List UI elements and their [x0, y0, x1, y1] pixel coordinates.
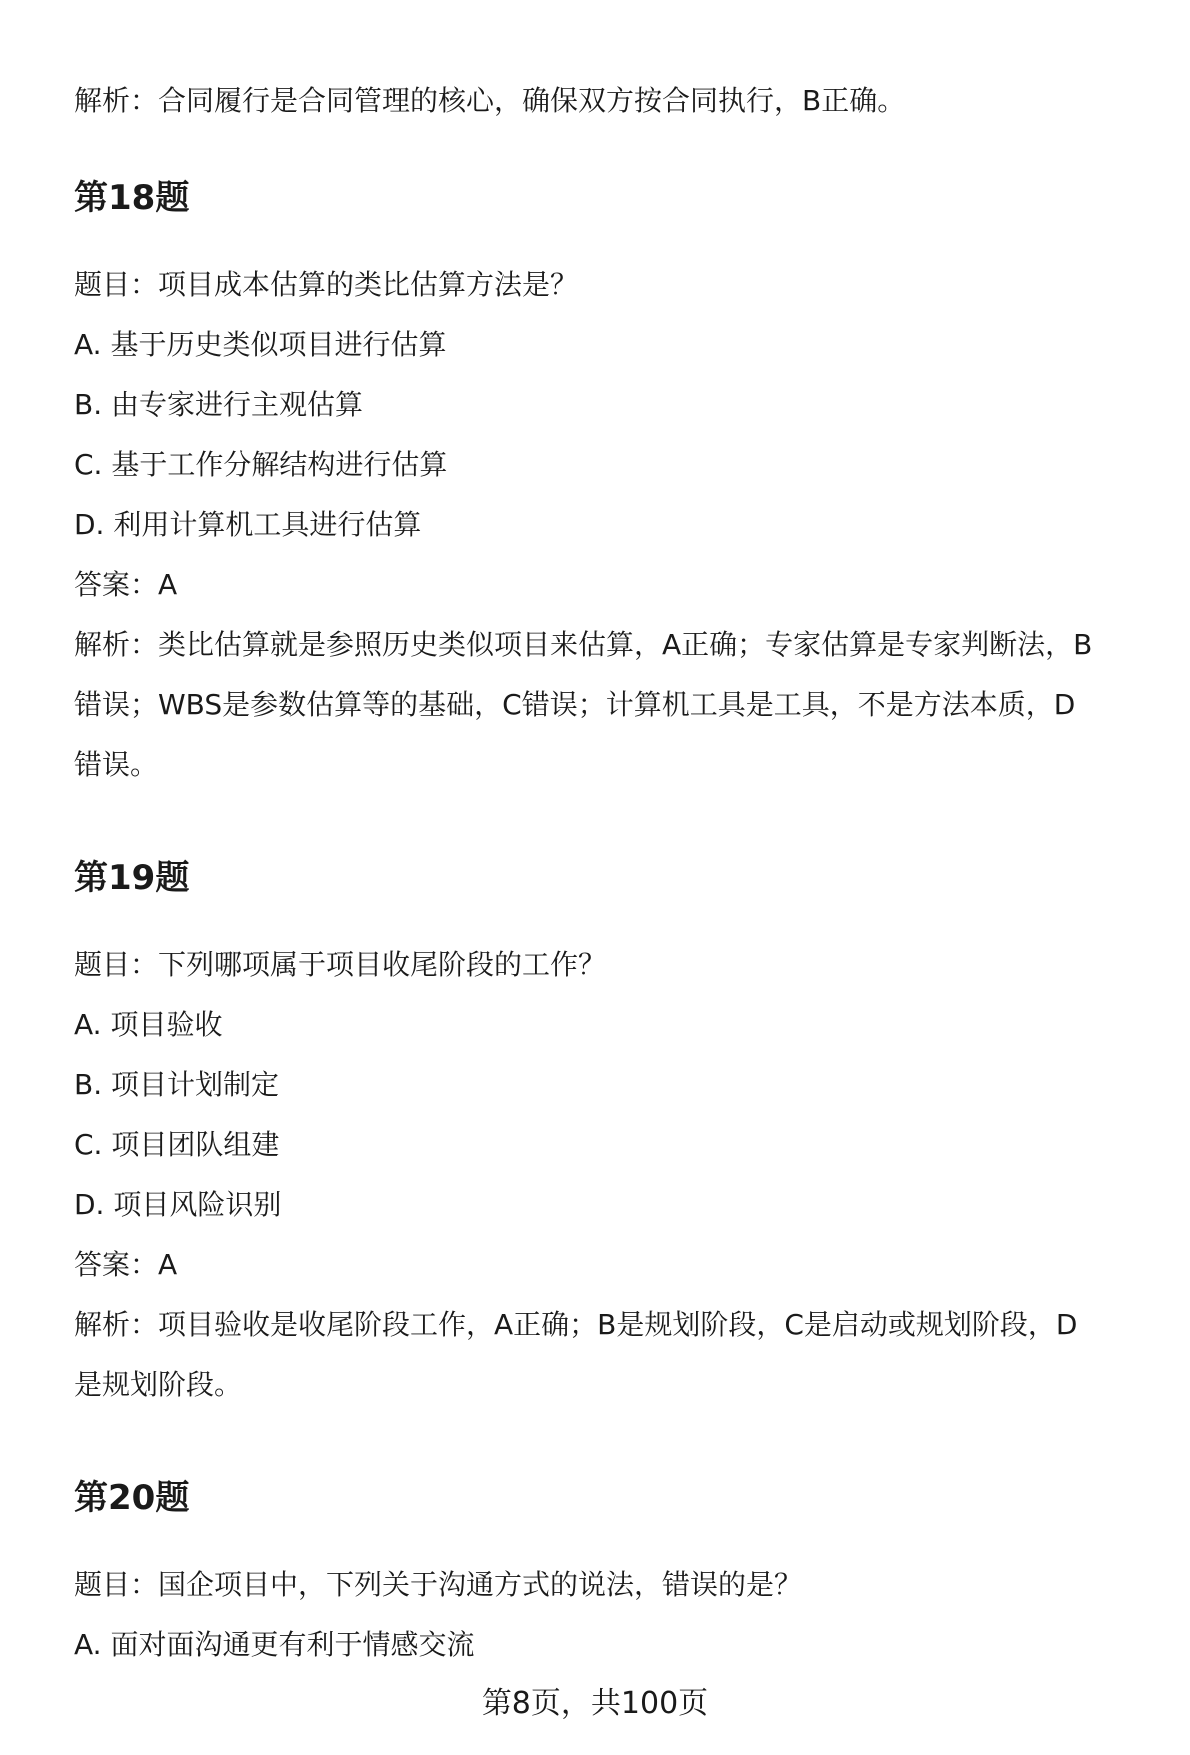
q17-explanation: 解析：合同履行是合同管理的核心，确保双方按合同执行，B正确。 — [74, 84, 906, 117]
q18-option-b: B. 由专家进行主观估算 — [74, 388, 364, 421]
q18-option-c: C. 基于工作分解结构进行估算 — [74, 448, 448, 481]
q19-option-b: B. 项目计划制定 — [74, 1068, 280, 1101]
q18-option-a: A. 基于历史类似项目进行估算 — [74, 328, 447, 361]
q18-explanation-line-1: 解析：类比估算就是参照历史类似项目来估算，A正确；专家估算是专家判断法，B — [74, 628, 1093, 661]
q18-question: 题目：项目成本估算的类比估算方法是？ — [74, 268, 579, 301]
q19-option-c: C. 项目团队组建 — [74, 1128, 280, 1161]
q19-explanation-line-1: 解析：项目验收是收尾阶段工作，A正确；B是规划阶段，C是启动或规划阶段，D — [74, 1308, 1078, 1341]
q18-explanation-line-3: 错误。 — [74, 748, 159, 781]
q19-answer: 答案：A — [74, 1248, 178, 1281]
q20-heading: 第20题 — [74, 1478, 190, 1518]
q18-heading: 第18题 — [74, 178, 190, 218]
q20-question: 题目：国企项目中，下列关于沟通方式的说法，错误的是？ — [74, 1568, 803, 1601]
q19-heading: 第19题 — [74, 858, 190, 898]
q18-answer: 答案：A — [74, 568, 178, 601]
q18-option-d: D. 利用计算机工具进行估算 — [74, 508, 422, 541]
q20-option-a: A. 面对面沟通更有利于情感交流 — [74, 1628, 475, 1661]
q19-explanation-line-2: 是规划阶段。 — [74, 1368, 243, 1401]
page-number-footer: 第8页，共100页 — [481, 1686, 709, 1721]
q19-question: 题目：下列哪项属于项目收尾阶段的工作？ — [74, 948, 607, 981]
q19-option-a: A. 项目验收 — [74, 1008, 223, 1041]
q18-explanation-line-2: 错误；WBS是参数估算等的基础，C错误；计算机工具是工具，不是方法本质，D — [74, 688, 1076, 721]
q19-option-d: D. 项目风险识别 — [74, 1188, 282, 1221]
